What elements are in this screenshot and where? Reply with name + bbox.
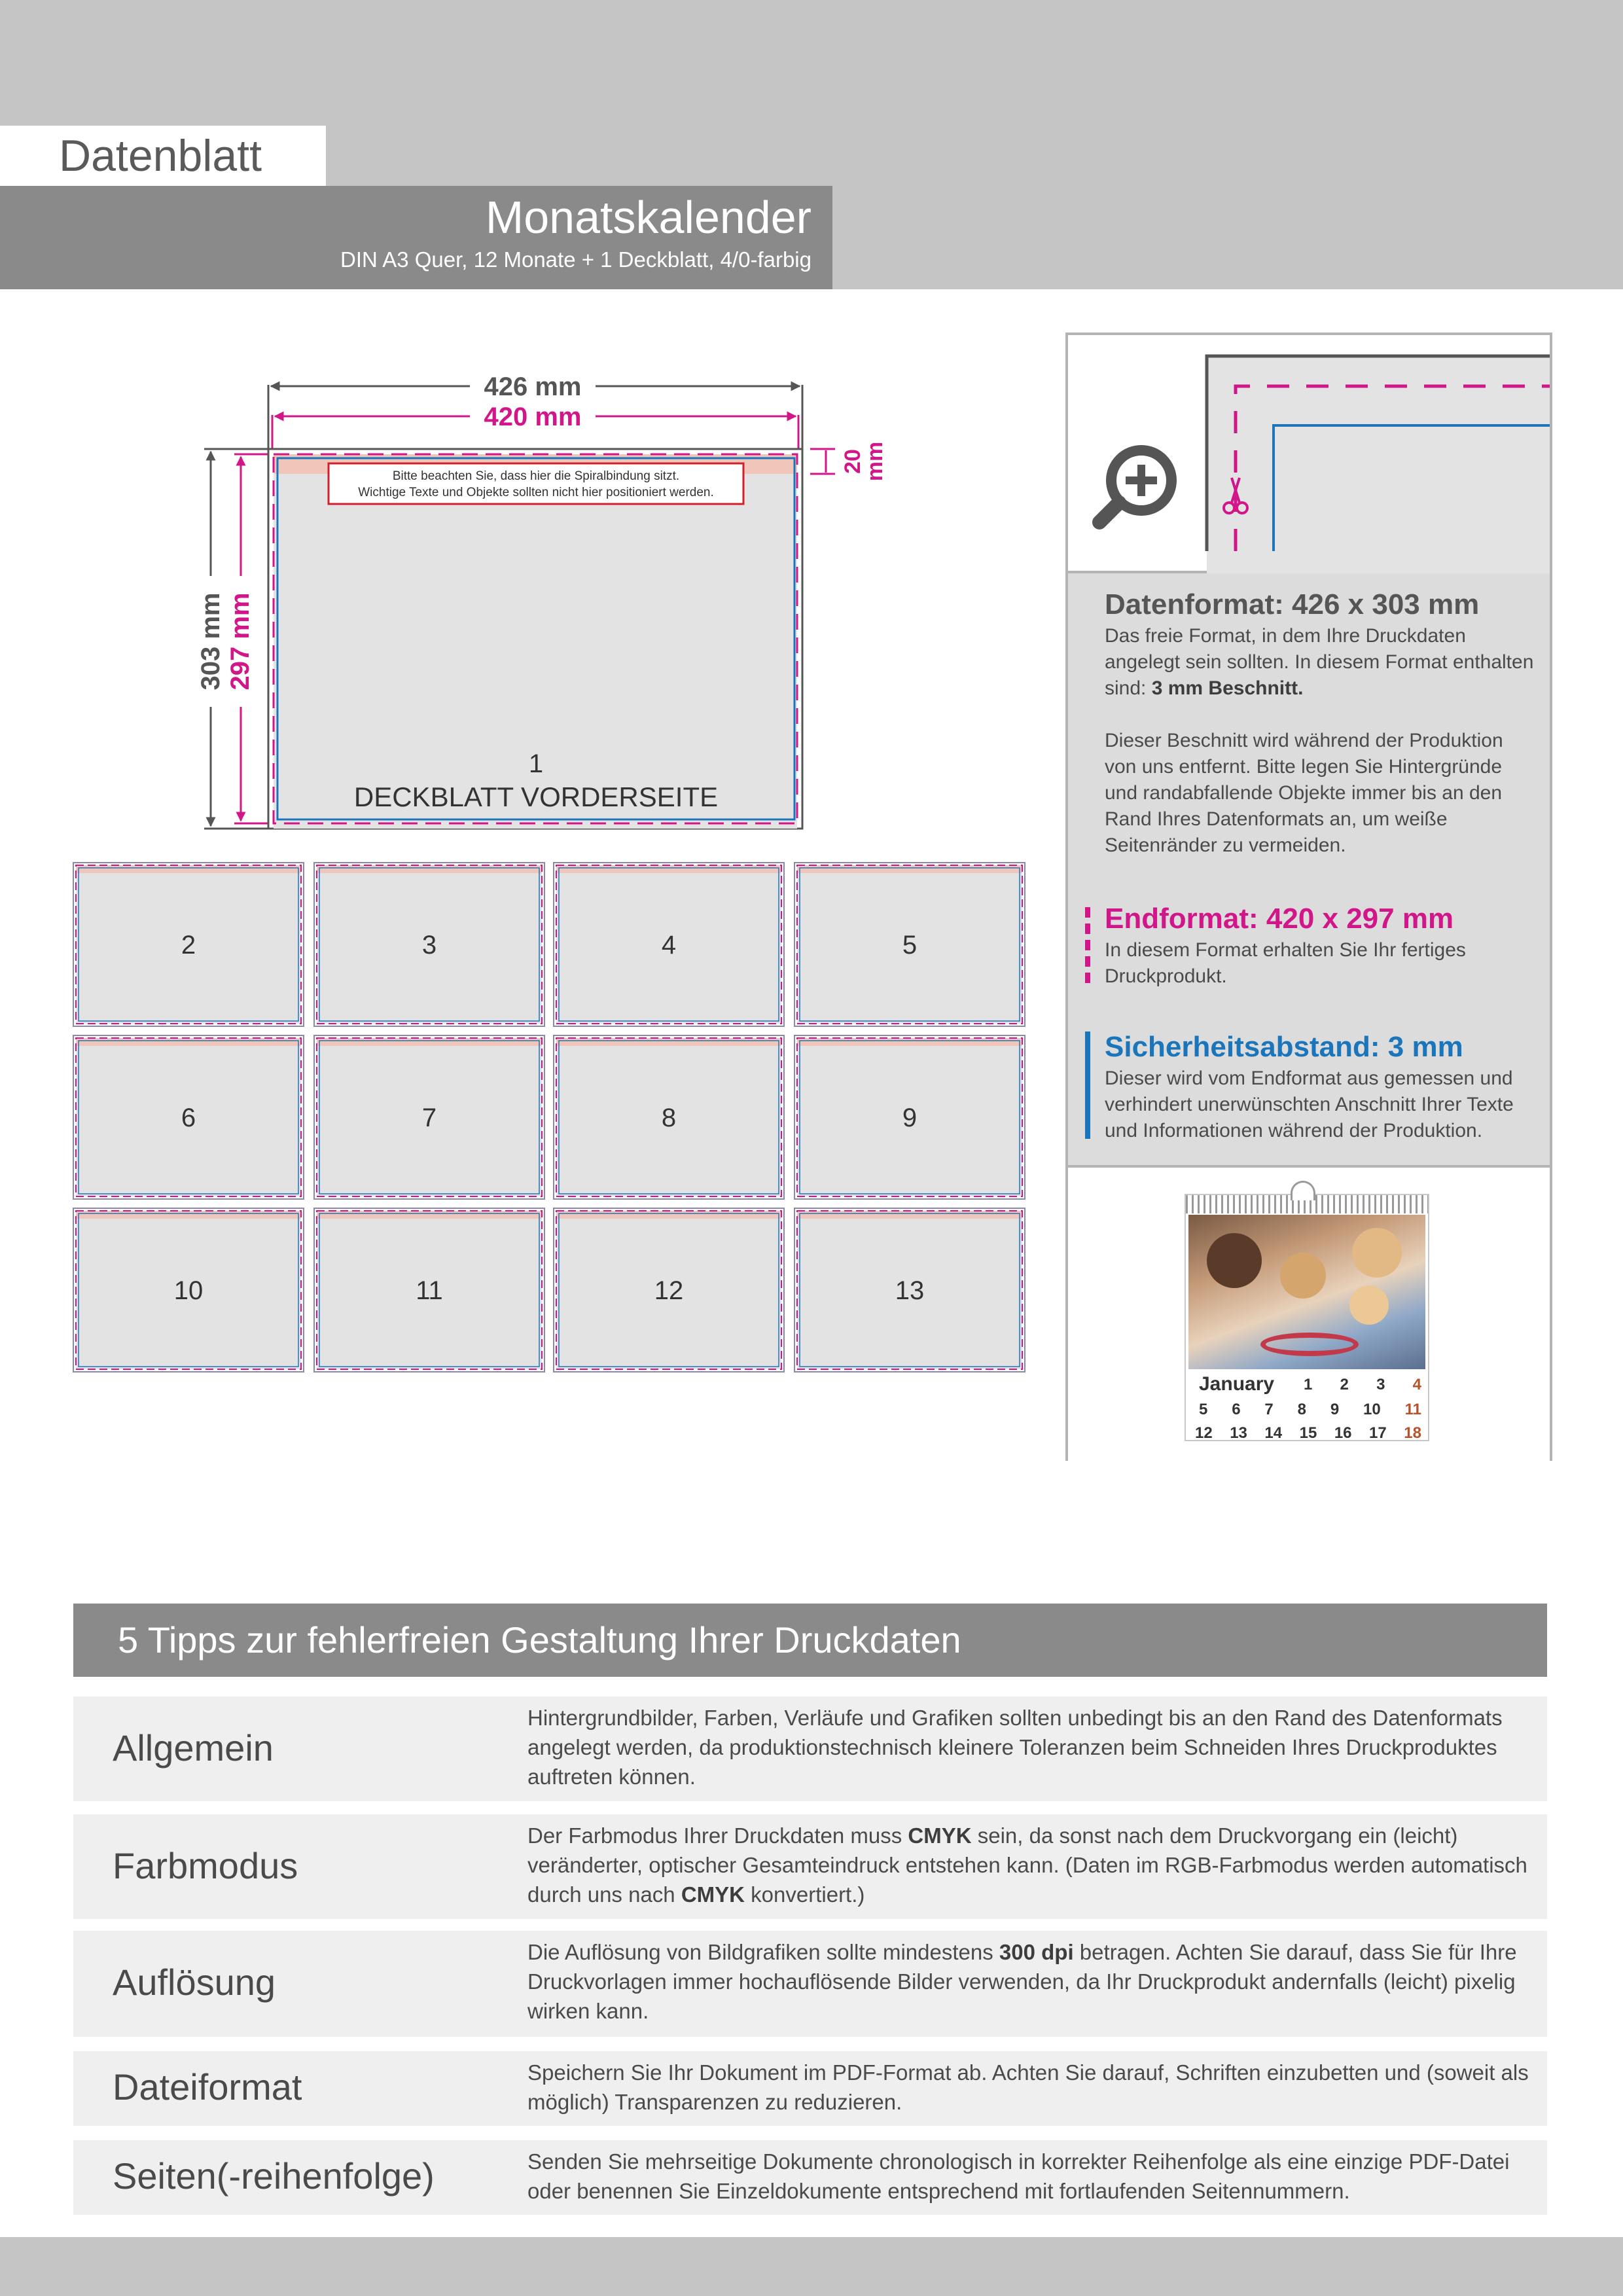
calendar-day: 17	[1369, 1424, 1387, 1442]
page-number: 12	[654, 1276, 684, 1305]
info-panel	[1065, 332, 1552, 1461]
tip-row-aufloesung	[73, 1931, 1547, 2037]
endformat-title: Endformat: 420 x 297 mm	[1105, 903, 1454, 935]
calendar-day: 9	[1330, 1401, 1340, 1418]
calendar-day: 10	[1363, 1401, 1381, 1418]
page-thumbnail	[314, 863, 544, 1026]
hanger-hook	[1291, 1181, 1315, 1200]
spiral-margin-value: 20	[840, 449, 865, 474]
calendar-day: 5	[1199, 1401, 1208, 1418]
height-outer-label: 303 mm	[196, 592, 225, 691]
page-thumbnail	[554, 863, 784, 1026]
page-grid	[73, 863, 1025, 1372]
page-number: 6	[181, 1103, 196, 1132]
page-number: 13	[895, 1276, 925, 1305]
tip-row-farbmodus	[73, 1814, 1547, 1919]
page-number: 9	[902, 1103, 918, 1132]
format-diagram	[0, 308, 1047, 1388]
calendar-preview	[1185, 1194, 1429, 1441]
page-number: 2	[181, 931, 196, 960]
spiral-margin-unit: mm	[863, 441, 887, 482]
calendar-day: 1	[1304, 1376, 1313, 1393]
endformat-section	[1105, 901, 1537, 990]
page-thumbnail	[314, 1035, 544, 1199]
datenformat-text: Das freie Format, in dem Ihre Druckdaten angelegt sein sollten. In diesem Format enthalten sind: 3 mm Beschnitt.	[1105, 625, 1534, 699]
calendar-mockup	[1068, 1168, 1550, 1461]
page-thumbnail	[554, 1035, 784, 1199]
calendar-day: 15	[1299, 1424, 1317, 1442]
cover-label: DECKBLATT VORDERSEITE	[353, 781, 719, 812]
tip-label-farbmodus: Farbmodus	[113, 1845, 298, 1886]
calendar-row-1	[1304, 1376, 1421, 1394]
page-thumbnail	[794, 1208, 1025, 1372]
magnifier-plus-icon	[1099, 450, 1171, 522]
calendar-day: 13	[1230, 1424, 1247, 1442]
calendar-month: January	[1199, 1373, 1275, 1395]
page-thumbnail	[554, 1208, 784, 1372]
zoom-illustration	[1068, 335, 1550, 573]
calendar-day: 11	[1404, 1401, 1421, 1418]
height-inner-label: 297 mm	[226, 592, 255, 691]
endformat-marker	[1085, 907, 1090, 983]
page-number: 4	[661, 931, 677, 960]
page-number: 11	[416, 1276, 443, 1305]
page-thumbnail	[794, 1035, 1025, 1199]
calendar-day: 7	[1264, 1401, 1274, 1418]
tip-text-allgemein: Hintergrundbilder, Farben, Verläufe und Grafiken sollten unbedingt bis an den Rand des Datenformats angelegt werden, da produktionstechnisch kleinere Toleranzen beim Schneiden Ihres Druckproduktes auftreten können.	[527, 1706, 1503, 1789]
page-number: 10	[173, 1276, 204, 1305]
page-number: 8	[661, 1103, 677, 1132]
calendar-day: 2	[1340, 1376, 1349, 1393]
format-explanation	[1068, 573, 1550, 1168]
page-number: 7	[421, 1103, 437, 1132]
endformat-text: In diesem Format erhalten Sie Ihr fertiges Druckprodukt.	[1105, 939, 1466, 987]
page-title: Monatskalender	[485, 192, 812, 243]
tips-header: 5 Tipps zur fehlerfreien Gestaltung Ihrer Druckdaten	[73, 1604, 1547, 1677]
calendar-day: 16	[1334, 1424, 1352, 1442]
tip-label-allgemein: Allgemein	[113, 1727, 274, 1768]
calendar-day: 12	[1195, 1424, 1213, 1442]
page-thumbnail	[314, 1208, 544, 1372]
calendar-day: 6	[1232, 1401, 1241, 1418]
sicherheit-text: Dieser wird vom Endformat aus gemessen und verhindert unerwünschten Anschnitt Ihrer Texte und Informationen während der Produktion.	[1105, 1067, 1514, 1141]
calendar-day: 8	[1297, 1401, 1306, 1418]
cover-number: 1	[528, 749, 544, 778]
spiral-note-line2: Wichtige Texte und Objekte sollten nicht hier positioniert werden.	[358, 486, 714, 499]
datenformat-section	[1105, 586, 1537, 859]
title-block	[0, 186, 832, 289]
tip-row-allgemein	[73, 1696, 1547, 1801]
calendar-row-3	[1195, 1424, 1421, 1443]
page-thumbnail	[73, 863, 304, 1026]
tip-label-seiten: Seiten(-reihenfolge)	[113, 2155, 435, 2197]
tip-label-aufloesung: Auflösung	[113, 1962, 276, 2003]
tip-text-aufloesung: Die Auflösung von Bildgrafiken sollte mindestens 300 dpi betragen. Achten Sie darauf, dass Sie für Ihre Druckvorlagen immer hochauflösende Bilder verwenden, da Ihr Druckprodukt andernfalls (leicht) pixelig wirken kann.	[527, 1940, 1517, 2023]
page-thumbnail	[73, 1035, 304, 1199]
sicherheit-marker	[1085, 1031, 1090, 1139]
calendar-day: 14	[1264, 1424, 1283, 1442]
tip-text-farbmodus: Der Farbmodus Ihrer Druckdaten muss CMYK sein, da sonst nach dem Druckvorgang ein (leicht) veränderter, optischer Gesamteindruck entstehen kann. (Daten im RGB-Farbmodus werden automatisch durch uns nach CMYK konvertiert.)	[527, 1823, 1527, 1907]
page-thumbnail	[794, 863, 1025, 1026]
datenformat-title: Datenformat: 426 x 303 mm	[1105, 588, 1480, 620]
calendar-day: 3	[1376, 1376, 1385, 1393]
tip-text-dateiformat: Speichern Sie Ihr Dokument im PDF-Format ab. Achten Sie darauf, Schriften einzubetten und (soweit als möglich) Transparenzen zu reduzieren.	[527, 2060, 1529, 2114]
calendar-row-2	[1199, 1401, 1421, 1419]
page-number: 3	[421, 931, 437, 960]
width-outer-label: 426 mm	[484, 372, 582, 401]
family-photo	[1188, 1215, 1425, 1369]
bottom-band	[0, 2237, 1623, 2296]
tip-row-seiten	[73, 2140, 1547, 2215]
page-subtitle: DIN A3 Quer, 12 Monate + 1 Deckblatt, 4/0-farbig	[340, 247, 812, 272]
calendar-day: 18	[1404, 1424, 1421, 1442]
zoom-detail	[1068, 335, 1550, 573]
sicherheit-title: Sicherheitsabstand: 3 mm	[1105, 1031, 1463, 1063]
tip-text-seiten: Senden Sie mehrseitige Dokumente chronologisch in korrekter Reihenfolge als eine einzige PDF-Datei oder benennen Sie Einzeldokumente entsprechend mit fortlaufenden Seitennummern.	[527, 2149, 1510, 2203]
beschnitt-text: Dieser Beschnitt wird während der Produktion von uns entfernt. Bitte legen Sie Hintergründe und randabfallende Objekte immer bis an den Rand Ihres Datenformats an, um weiße Seitenränder zu vermeiden.	[1105, 730, 1503, 856]
page-number: 5	[902, 931, 918, 960]
page-thumbnail	[73, 1208, 304, 1372]
sicherheit-section	[1105, 1029, 1537, 1144]
calendar-day: 4	[1412, 1376, 1421, 1393]
tip-label-dateiformat: Dateiformat	[113, 2066, 302, 2108]
spiral-note-line1: Bitte beachten Sie, dass hier die Spiralbindung sitzt.	[392, 469, 680, 483]
tip-row-dateiformat	[73, 2051, 1547, 2126]
width-inner-label: 420 mm	[484, 403, 582, 431]
doc-label: Datenblatt	[0, 126, 326, 186]
